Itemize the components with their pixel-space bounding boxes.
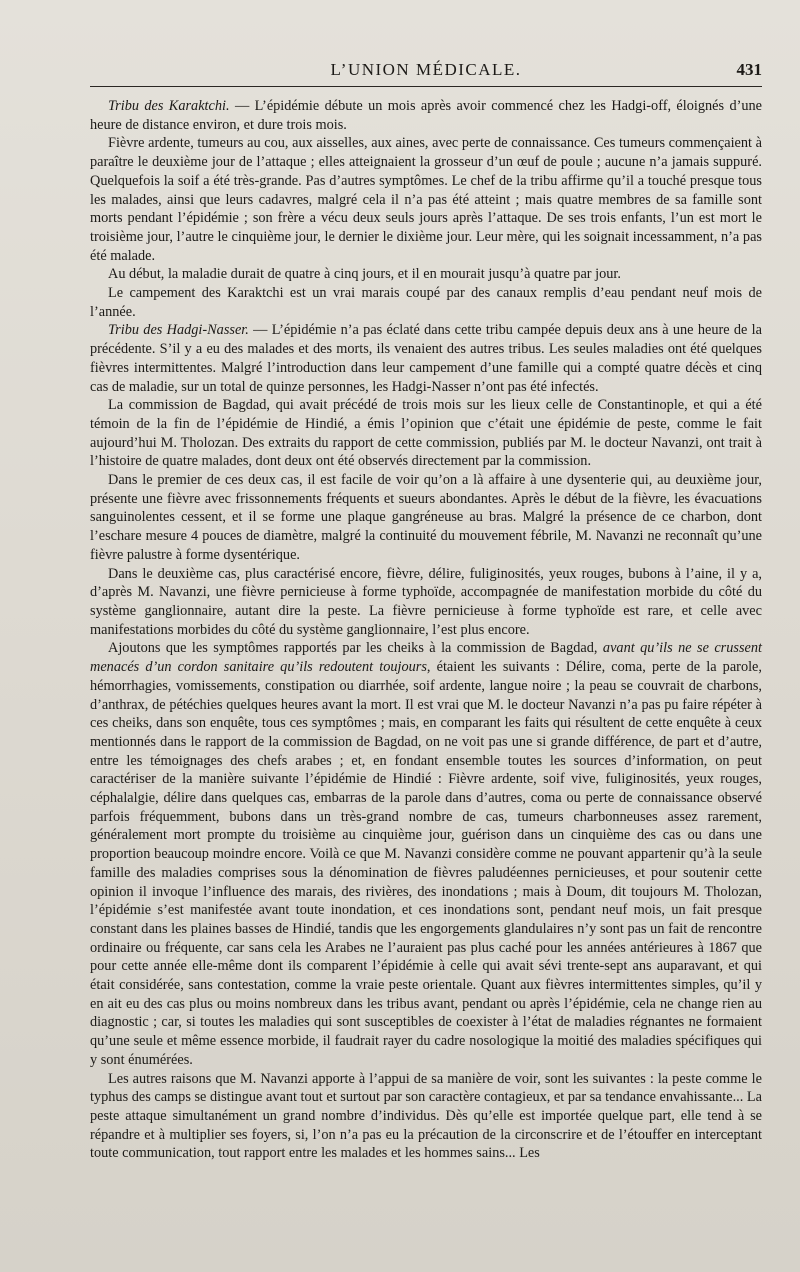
paragraph (90, 97, 762, 134)
paragraph (90, 639, 762, 1069)
paragraph-text: Dans le premier de ces deux cas, il est facile de voir qu’on a là affaire à une dysenterie qui, au deuxième jour, présente une fièvre avec frissonnements fréquents et sueurs abondantes. Après le début de la fièvre, les évacuations sanguinolentes cessent, et il se forme une plaque gangréneuse au bras. Malgré la présence de ce charbon, dont l’eschare mesure 4 pouces de diamètre, malgré la continuité du mouvement fébrile, M. Navanzi ne reconnaît qu’une fièvre palustre à forme dysentérique. (90, 472, 762, 563)
paragraph-text-continued: , étaient les suivants : Délire, coma, perte de la parole, hémorrhagies, vomissements, constipation ou diarrhée, soif ardente, langue noire ; la peau se couvrait de charbons, d’anthrax, de pétéchies quelques heures avant la mort. Il est vrai que M. le docteur Navanzi n’a pas pu faire répéter à ces cheiks, dans son enquête, tous ces symptômes ; mais, en comparant les faits qui résultent de cette enquête à ceux mentionnés dans le rapport de la commission de Bagdad, on ne voit pas une si grande différence, de part et d’autre, entre les témoignages des chefs arabes ; et, en fondant ensemble toutes les sources d’information, on peut caractériser de la manière suivante l’épidémie de Hindié : Fièvre ardente, soif vive, fuliginosités, yeux rouges, céphalalgie, délire dans quelques cas, embarras de la parole dans d’autres, coma ou perte de connaissance observé parfois fréquemment, bubons dans un très-grand nombre de cas, tumeurs charbonneuses assez rarement, généralement mort prompte du troisième au cinquième jour, guérison dans un cinquième des cas ou dans une proportion beaucoup moindre encore. Voilà ce que M. Navanzi considère comme ne pouvant appartenir qu’à la seule famille des maladies comprises sous la dénomination de fièvres paludéennes pernicieuses, et pour soutenir cette opinion il invoque l’influence des marais, des rivières, des inondations ; mais à Doum, dit toujours M. Tholozan, l’épidémie s’est manifestée avant toute inondation, et ces inondations sont, pendant neuf mois, un fait presque constant dans les plaines basses de Hindié, tandis que les engorgements glandulaires n’y sont pas un fait de rencontre ordinaire ou fréquente, car sans cela les Arabes ne l’auraient pas plus caché pour les années antérieures à 1867 que pour cette année elle-même dont ils comparent l’épidémie à celle qui avait sévi trente-sept ans auparavant, et qui était considérée, sans contestation, comme la vraie peste orientale. Quant aux fièvres intermittentes simples, qu’il y en ait eu des cas plus ou moins nombreux dans les tribus avant, pendant ou après l’épidémie, cela ne change rien au diagnostic ; car, si toutes les maladies qui sont susceptibles de coexister à l’état de maladies régnantes ne formaient qu’une seule et même essence morbide, il faudrait rayer du cadre nosologique la moitié des maladies spécifiques qui y sont énumérées. (90, 659, 762, 1068)
paragraph-text: — L’épidémie débute un mois après avoir commencé chez les Hadgi-off, éloignés d’une heure de distance environ, et dure trois mois. (90, 98, 762, 133)
paragraph (90, 471, 762, 565)
paragraph (90, 396, 762, 471)
running-title: L’UNION MÉDICALE. (330, 60, 522, 79)
paragraph (90, 565, 762, 640)
paragraph-text: — L’épidémie n’a pas éclaté dans cette tribu campée depuis deux ans à une heure de la précédente. S’il y a eu des malades et des morts, ils venaient des autres tribus. Les seules maladies ont été quelques fièvres intermittentes. Malgré l’introduction dans leur campement d’une famille qui a compté quatre décès et cinq cas de maladie, sur un total de quinze personnes, les Hadgi-Nasser n’ont pas été infectés. (90, 322, 762, 395)
paragraph-text: Le campement des Karaktchi est un vrai marais coupé par des canaux remplis d’eau pendant neuf mois de l’année. (90, 285, 762, 320)
paragraph-text: Fièvre ardente, tumeurs au cou, aux aisselles, aux aines, avec perte de connaissance. Ces tumeurs commençaient à paraître le deuxième jour de l’attaque ; elles atteignaient la grosseur d’un œuf de poule ; aucune n’a jamais suppuré. Quelquefois la soif a été très-grande. Pas d’autres symptômes. Le chef de la tribu affirme qu’il a touché presque tous les malades, ainsi que leurs cadavres, malgré cela il n’a pas été atteint ; mais quatre membres de sa famille sont morts pendant l’épidémie ; son frère a vécu deux seuls jours après l’attaque. De ses trois enfants, l’un est mort le troisième jour, l’autre le cinquième jour, le dernier le dixième jour. Leur mère, qui les soignait incessamment, n’a pas été malade. (90, 135, 762, 264)
italic-quote: avant qu’ils ne se crussent menacés d’un cordon sanitaire qu’ils redoutent toujours (90, 640, 762, 676)
section-lead: Tribu des Hadgi-Nasser. (108, 322, 249, 339)
paragraph (90, 284, 762, 321)
paragraph-text: La commission de Bagdad, qui avait précédé de trois mois sur les lieux celle de Constantinople, et qui a été témoin de la fin de l’épidémie de Hindié, a émis l’opinion que c’était une épidémie de peste, comme le fait aujourd’hui M. Tholozan. Des extraits du rapport de cette commission, publiés par M. le docteur Navanzi, ont trait à l’histoire de quatre malades, dont deux ont été observés directement par la commission. (90, 397, 762, 470)
paragraph-text: Ajoutons que les symptômes rapportés par les cheiks à la commission de Bagdad, (108, 640, 603, 657)
paragraph (90, 265, 762, 284)
page-header (90, 60, 762, 87)
paragraph (90, 1070, 762, 1164)
body-text (90, 97, 762, 1163)
paragraph-text: Les autres raisons que M. Navanzi apporte à l’appui de sa manière de voir, sont les suivantes : la peste comme le typhus des camps se distingue avant tout et surtout par son caractère contagieux, et par sa tendance envahissante... La peste attaque simultanément un grand nombre d’individus. Dès qu’elle est importée quelque part, elle tend à se répandre et à multiplier ses foyers, si, l’on n’a pas eu la précaution de la circonscrire et de l’étouffer en interceptant toute communication, tout rapport entre les malades et les hommes sains... Les (90, 1070, 762, 1162)
paragraph (90, 321, 762, 396)
page-number: 431 (736, 60, 762, 79)
paragraph-text: Dans le deuxième cas, plus caractérisé encore, fièvre, délire, fuliginosités, yeux rouges, bubons à l’aine, il y a, d’après M. Navanzi, une fièvre pernicieuse à forme typhoïde, accompagnée de manifestation morbide du côté du système ganglionnaire, autant dire la peste. La fièvre pernicieuse à forme typhoïde est rare, et celle avec manifestations morbides du côté du système ganglionnaire, l’est plus encore. (90, 565, 762, 638)
section-lead: Tribu des Karaktchi. (108, 98, 230, 114)
paragraph (90, 134, 762, 265)
paragraph-text: Au début, la maladie durait de quatre à cinq jours, et il en mourait jusqu’à quatre par jour. (108, 266, 621, 283)
